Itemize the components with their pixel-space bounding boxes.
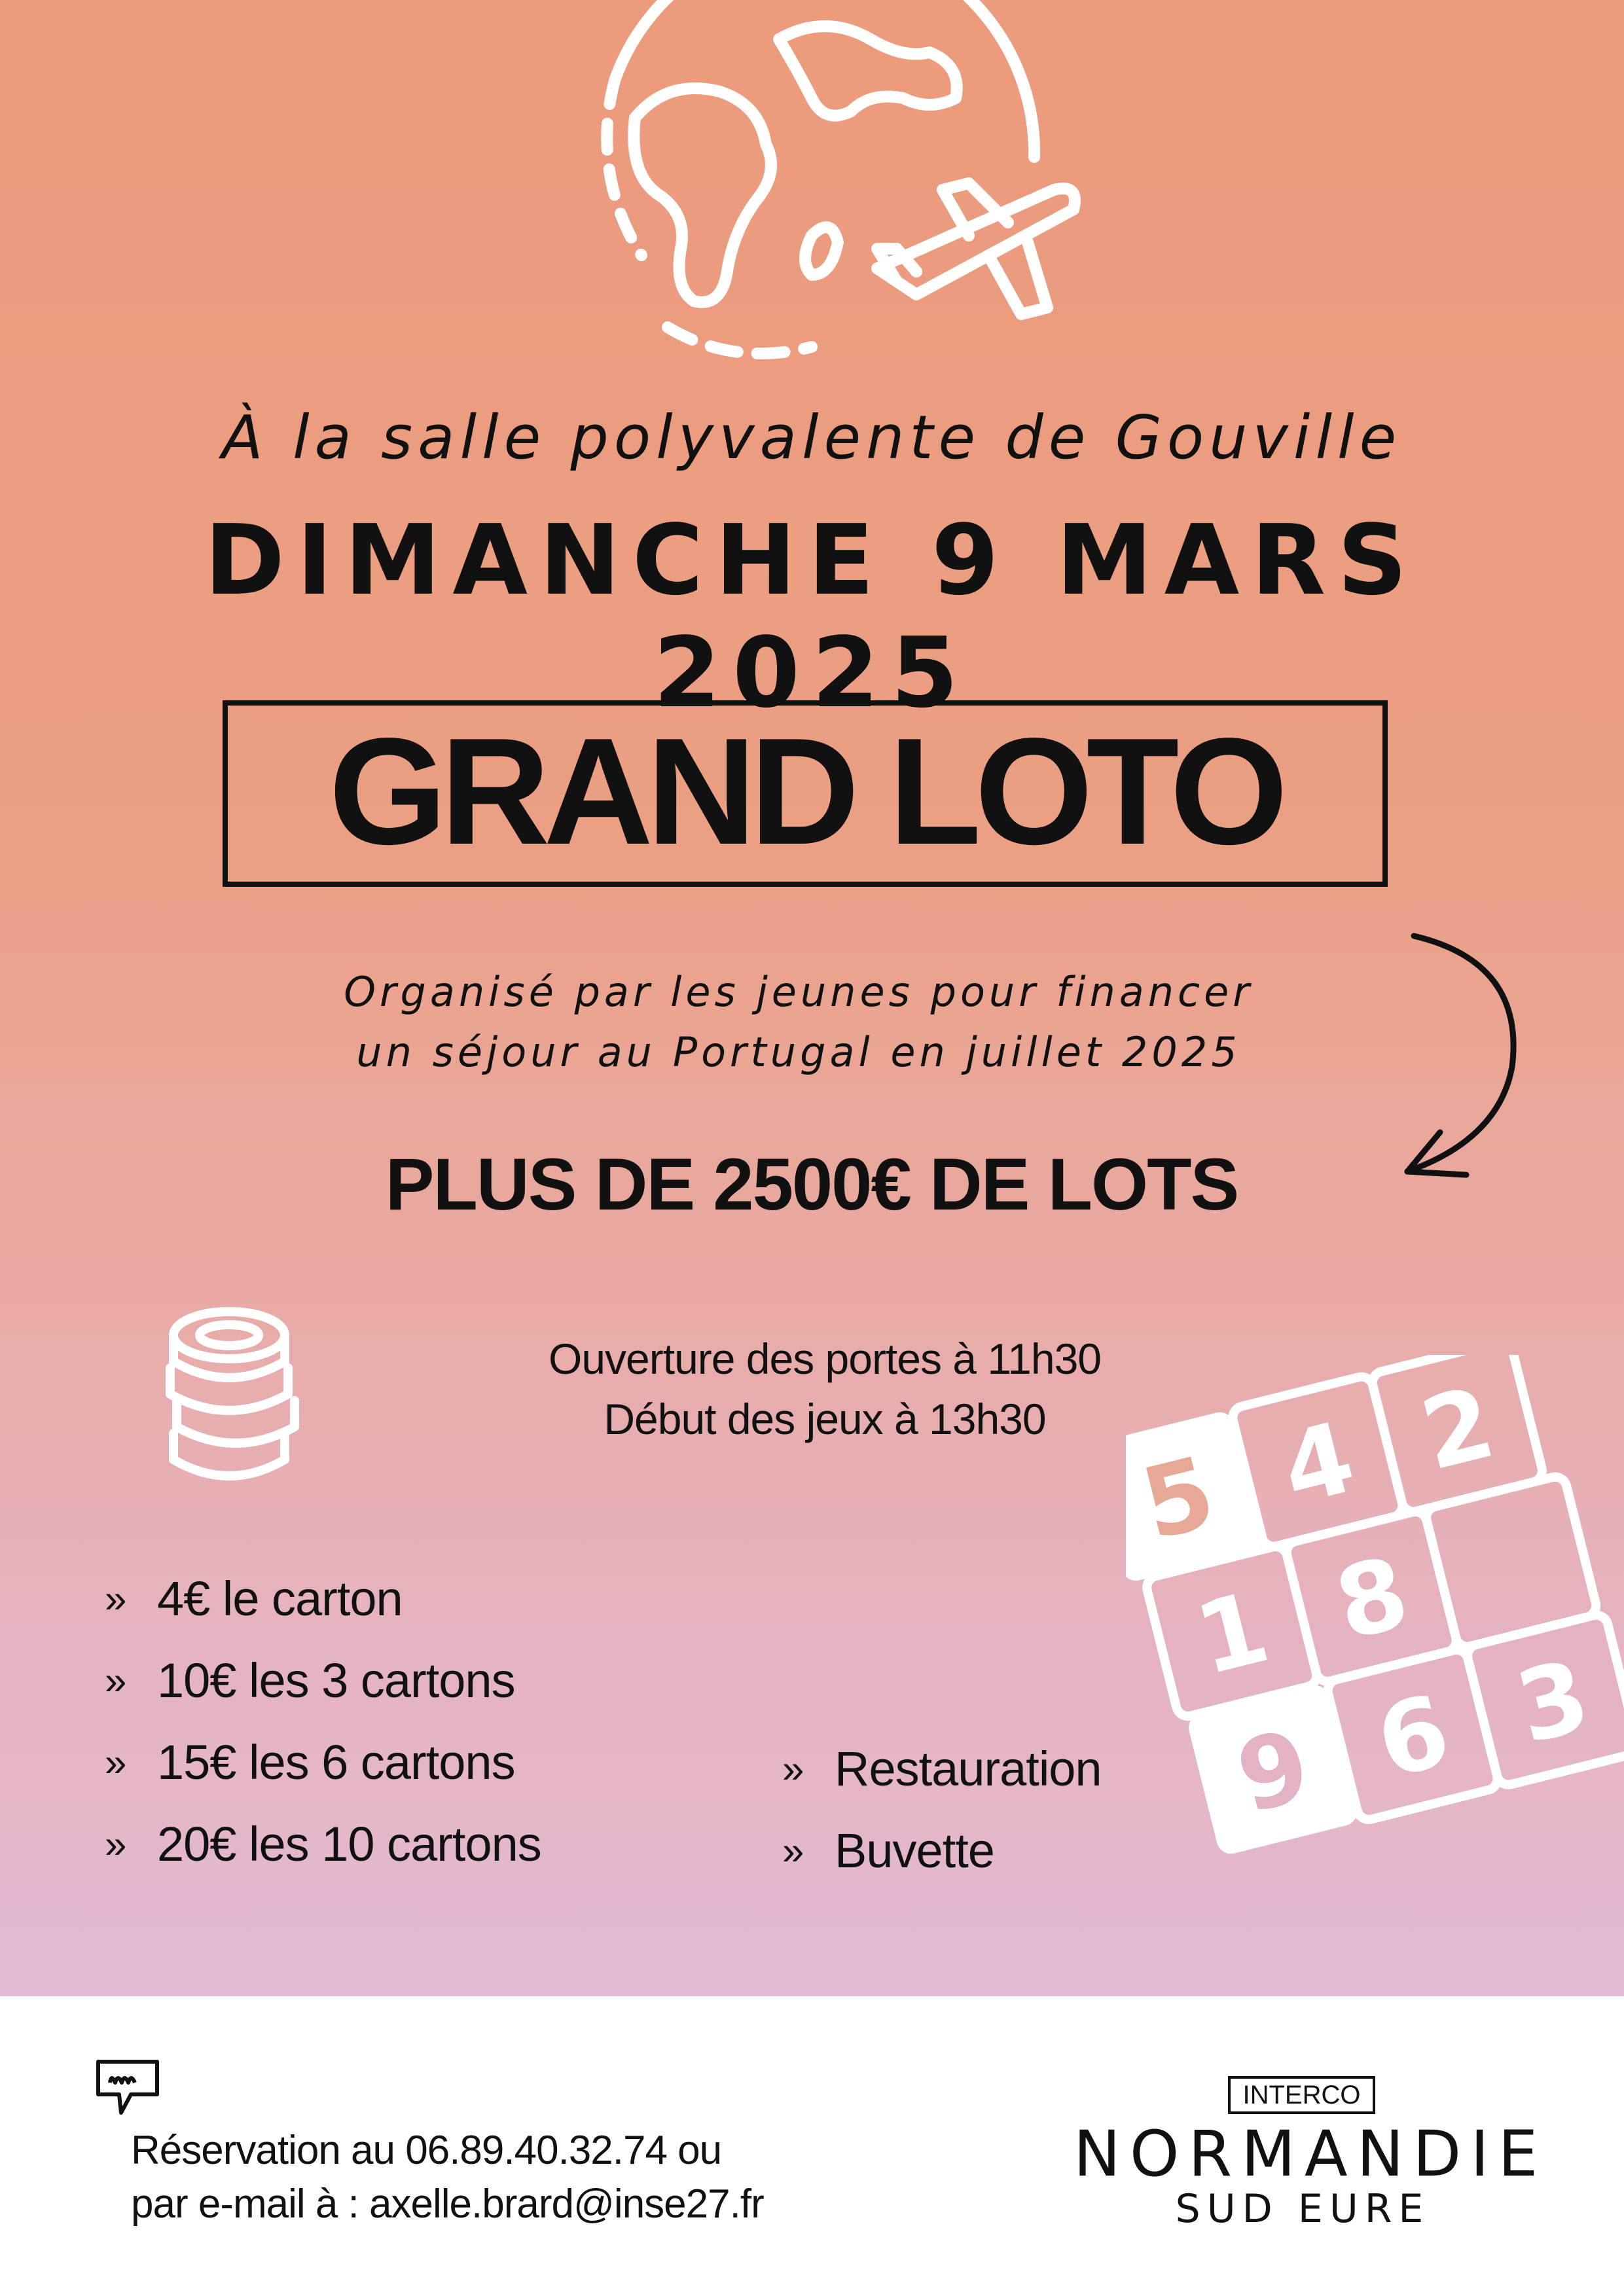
doors-opening: Ouverture des portes à 11h30 — [549, 1335, 1101, 1383]
price-label: 10€ les 3 cartons — [157, 1653, 515, 1708]
chevron-right-icon: » — [105, 1740, 126, 1784]
contact-email-line: par e-mail à : axelle.brard@inse27.fr — [131, 2181, 764, 2227]
price-item — [105, 1571, 403, 1626]
organizer-line-1: Organisé par les jeunes pour financer — [344, 968, 1254, 1016]
organizer-line-2: un séjour au Portugal en juillet 2025 — [356, 1028, 1241, 1076]
speech-bubble-icon — [92, 2055, 164, 2121]
prize-headline: PLUS DE 2500€ DE LOTS — [385, 1143, 1238, 1225]
price-label: 15€ les 6 cartons — [157, 1735, 515, 1789]
chevron-right-icon: » — [105, 1822, 126, 1866]
organizer-text — [308, 962, 1290, 1083]
venue-text: À la salle polyvalente de Gouville — [221, 403, 1402, 473]
card-number-3: 3 — [1506, 1639, 1600, 1767]
chevron-right-icon: » — [782, 1747, 804, 1791]
card-number-8: 8 — [1325, 1535, 1419, 1663]
chevron-right-icon: » — [782, 1829, 804, 1873]
logo-main-text: NORMANDIE — [1074, 2117, 1547, 2191]
service-item — [782, 1741, 1102, 1797]
card-number-9: 9 — [1226, 1708, 1321, 1836]
card-number-6: 6 — [1366, 1674, 1460, 1801]
price-item — [105, 1734, 515, 1790]
card-number-1: 1 — [1185, 1570, 1280, 1698]
bingo-card-icon — [1126, 1355, 1624, 1918]
service-label: Restauration — [835, 1742, 1102, 1796]
chevron-right-icon: » — [105, 1659, 126, 1702]
price-item — [105, 1816, 541, 1872]
price-item — [105, 1653, 515, 1708]
coins-icon — [157, 1302, 314, 1505]
chevron-right-icon: » — [105, 1577, 126, 1621]
card-number-4: 4 — [1271, 1400, 1365, 1528]
event-date: DIMANCHE 9 MARS 2025 — [204, 504, 1419, 729]
games-start: Début des jeux à 13h30 — [604, 1395, 1046, 1443]
airplane-icon — [857, 164, 1093, 334]
page-title: GRAND LOTO — [329, 707, 1282, 876]
service-label: Buvette — [835, 1823, 994, 1878]
service-item — [782, 1823, 994, 1878]
contact-phone-line: Réservation au 06.89.40.32.74 ou — [131, 2128, 722, 2173]
card-number-2: 2 — [1411, 1365, 1505, 1493]
price-label: 4€ le carton — [157, 1571, 403, 1626]
logo-badge: INTERCO — [1228, 2076, 1375, 2114]
card-number-5: 5 — [1131, 1435, 1226, 1563]
logo-sub-text: SUD EURE — [1175, 2186, 1430, 2232]
price-label: 20€ les 10 cartons — [157, 1817, 541, 1871]
reservation-contact — [131, 2124, 764, 2231]
